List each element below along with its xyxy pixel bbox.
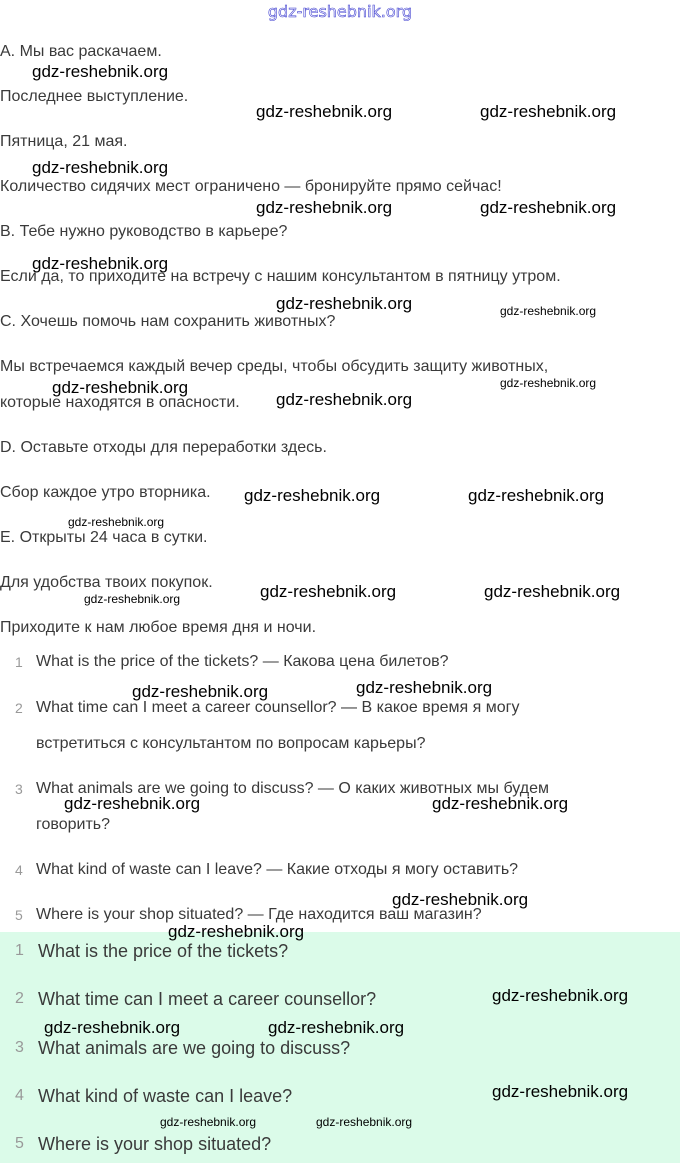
- notice-line: Сбор каждое утро вторника.: [0, 484, 211, 501]
- translation-line: What animals are we going to discuss? — О каких животных мы будем: [36, 780, 549, 797]
- notice-line: Последнее выступление.: [0, 88, 189, 105]
- watermark: gdz-reshebnik.org: [68, 515, 165, 529]
- item-number: 3: [15, 1039, 24, 1056]
- item-number: 1: [15, 942, 24, 959]
- answer-line: What time can I meet a career counsellor?: [38, 989, 377, 1009]
- watermark: gdz-reshebnik.org: [480, 198, 617, 217]
- notice-line: E. Открыты 24 часа в сутки.: [0, 529, 208, 546]
- watermark: gdz-reshebnik.org: [468, 486, 605, 505]
- watermark: gdz-reshebnik.org: [260, 582, 397, 601]
- item-number: 4: [15, 862, 23, 878]
- item-number: 5: [15, 1135, 24, 1152]
- watermark: gdz-reshebnik.org: [392, 890, 529, 909]
- answer-line: What kind of waste can I leave?: [38, 1086, 293, 1106]
- notice-line: Пятница, 21 мая.: [0, 133, 128, 150]
- watermark: gdz-reshebnik.org: [356, 678, 493, 697]
- item-number: 4: [15, 1087, 24, 1104]
- answer-line: Where is your shop situated?: [38, 1134, 272, 1154]
- watermark: gdz-reshebnik.org: [256, 102, 393, 121]
- watermark: gdz-reshebnik.org: [84, 592, 181, 606]
- watermark: gdz-reshebnik.org: [316, 1115, 413, 1129]
- watermark: gdz-reshebnik.org: [52, 378, 189, 397]
- translation-line: What is the price of the tickets? — Какова цена билетов?: [36, 653, 449, 670]
- watermark: gdz-reshebnik.org: [492, 1082, 629, 1101]
- notice-line: Для удобства твоих покупок.: [0, 574, 213, 591]
- watermark: gdz-reshebnik.org: [480, 102, 617, 121]
- notice-line: Количество сидячих мест ограничено — бронируйте прямо сейчас!: [0, 178, 502, 195]
- watermark: gdz-reshebnik.org: [44, 1018, 181, 1037]
- answer-line: What animals are we going to discuss?: [38, 1038, 351, 1058]
- notice-line: которые находятся в опасности.: [0, 394, 240, 411]
- watermark: gdz-reshebnik.org: [132, 682, 269, 701]
- answer-line: What is the price of the tickets?: [38, 941, 289, 961]
- watermark: gdz-reshebnik.org: [492, 986, 629, 1005]
- watermark: gdz-reshebnik.org: [500, 376, 597, 390]
- notice-line: B. Тебе нужно руководство в карьере?: [0, 223, 288, 240]
- watermark: gdz-reshebnik.org: [256, 198, 393, 217]
- translation-line: Where is your shop situated? — Где находится ваш магазин?: [36, 906, 482, 923]
- translation-line: What time can I meet a career counsellor? — В какое время я могу: [36, 699, 520, 716]
- watermark: gdz-reshebnik.org: [268, 1018, 405, 1037]
- notice-line: Если да, то приходите на встречу с нашим консультантом в пятницу утром.: [0, 268, 561, 285]
- watermark: gdz-reshebnik.org: [500, 304, 597, 318]
- watermark: gdz-reshebnik.org: [32, 254, 169, 273]
- notice-line: C. Хочешь помочь нам сохранить животных?: [0, 313, 336, 330]
- watermark: gdz-reshebnik.org: [64, 794, 201, 813]
- watermark: gdz-reshebnik.org: [160, 1115, 257, 1129]
- translation-line: What kind of waste can I leave? — Какие отходы я могу оставить?: [36, 861, 519, 878]
- watermark: gdz-reshebnik.org: [32, 158, 169, 177]
- notice-line: A. Мы вас раскачаем.: [0, 43, 162, 60]
- site-watermark-header: gdz-reshebnik.org: [267, 2, 413, 21]
- item-number: 5: [15, 907, 23, 923]
- watermark: gdz-reshebnik.org: [276, 390, 413, 409]
- item-number: 2: [15, 700, 23, 716]
- item-number: 3: [15, 781, 23, 797]
- notice-line: D. Оставьте отходы для переработки здесь.: [0, 439, 327, 456]
- watermark: gdz-reshebnik.org: [244, 486, 381, 505]
- watermark: gdz-reshebnik.org: [432, 794, 569, 813]
- watermark: gdz-reshebnik.org: [276, 294, 413, 313]
- item-number: 2: [15, 990, 24, 1007]
- item-number: 1: [15, 654, 23, 670]
- watermark: gdz-reshebnik.org: [484, 582, 621, 601]
- notice-line: Приходите к нам любое время дня и ночи.: [0, 619, 317, 636]
- translation-line: говорить?: [36, 816, 110, 833]
- notice-line: Мы встречаемся каждый вечер среды, чтобы обсудить защиту животных,: [0, 358, 549, 375]
- watermark: gdz-reshebnik.org: [168, 922, 305, 941]
- translation-line: встретиться с консультантом по вопросам карьеры?: [36, 735, 426, 752]
- watermark: gdz-reshebnik.org: [32, 62, 169, 81]
